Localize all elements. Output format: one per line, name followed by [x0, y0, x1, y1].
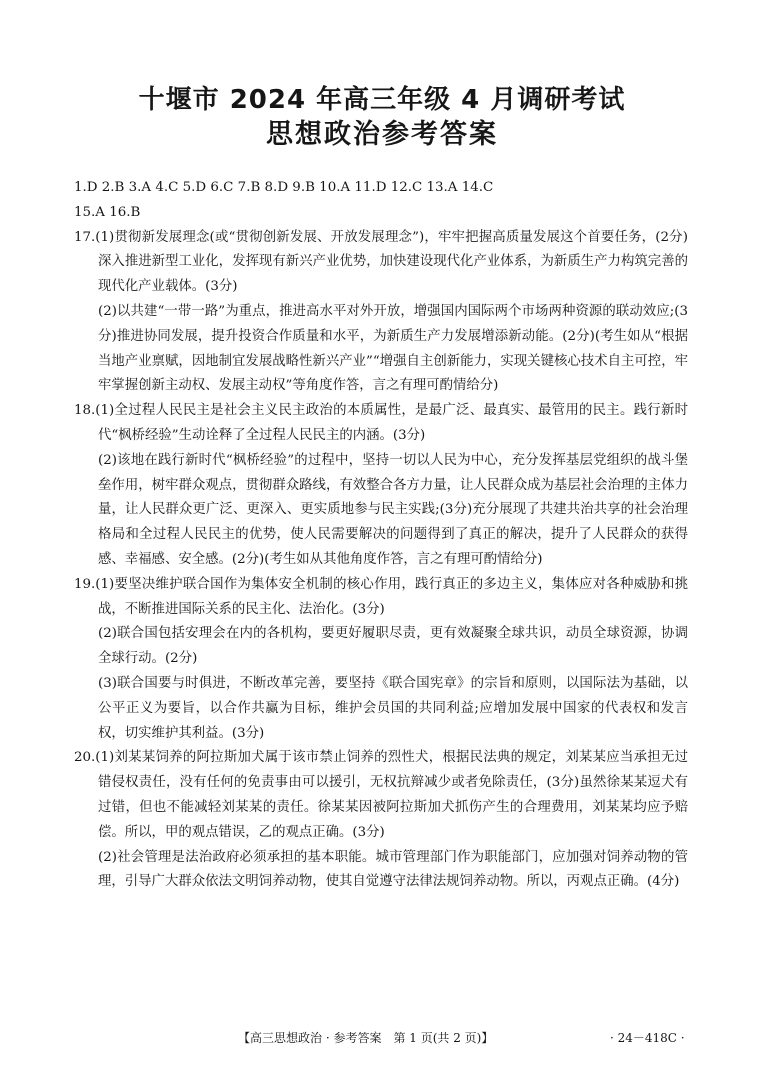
footer-doc-code: · 24－418C ·	[610, 1031, 685, 1045]
q19-part2: (2)联合国包括安理会在内的各机构，要更好履职尽责，更有效凝聚全球共识，动员全球资源，协调全球行动。(2分)	[98, 626, 688, 667]
answer-key-title: 思想政治参考答案	[266, 119, 498, 150]
q19-part1: 19.(1)要坚决维护联合国作为集体安全机制的核心作用，践行真正的多边主义，集体应对各种威胁和挑战，不断推进国际关系的民主化、法治化。(3分)	[74, 576, 688, 617]
exam-title: 十堰市 2024 年高三年级 4 月调研考试	[138, 85, 626, 115]
footer-page-info: 【高三思想政治 · 参考答案 第 1 页(共 2 页)】	[238, 1031, 494, 1045]
answer-content	[74, 176, 688, 895]
mc-answers-line-1: 1.D 2.B 3.A 4.C 5.D 6.C 7.B 8.D 9.B 10.A 11.D 12.C 13.A 14.C	[74, 180, 494, 195]
page-footer	[0, 1028, 764, 1048]
q18-part2: (2)该地在践行新时代“枫桥经验”的过程中，坚持一切以人民为中心，充分发挥基层党组织的战斗堡垒作用，树牢群众观点，贯彻群众路线，有效整合各方力量，让人民群众成为基层社会治理的主体力量，让人民群众更广泛、更深入、更实质地参与民主实践;(3分)充分展现了共建共治共享的社会治理格局和全过程人民民主的优势，使人民需要解决的问题得到了真正的解决，提升了人民群众的获得感、幸福感、安全感。(2分)(考生如从其他角度作答，言之有理可酌情给分)	[98, 452, 688, 567]
q19-part3: (3)联合国要与时俱进，不断改革完善，要坚持《联合国宪章》的宗旨和原则，以国际法为基础，以公平正义为要旨，以合作共赢为目标，维护会员国的共同利益;应增加发展中国家的代表权和发言权，切实维护其利益。(3分)	[98, 675, 688, 741]
q20-part2: (2)社会管理是法治政府必须承担的基本职能。城市管理部门作为职能部门，应加强对饲养动物的管理，引导广大群众依法文明饲养动物，使其自觉遵守法律法规饲养动物。所以，丙观点正确。(4分)	[98, 849, 688, 890]
q18-part1: 18.(1)全过程人民民主是社会主义民主政治的本质属性，是最广泛、最真实、最管用的民主。践行新时代“枫桥经验”生动诠释了全过程人民民主的内涵。(3分)	[74, 403, 688, 443]
mc-answers-line-2: 15.A 16.B	[74, 204, 141, 220]
q17-part2: (2)以共建“一带一路”为重点，推进高水平对外开放，增强国内国际两个市场两种资源的联动效应;(3分)推进协同发展，提升投资合作质量和水平，为新质生产力发展增添新动能。(2分)(考生如从“根据当地产业禀赋，因地制宜发展战略性新兴产业”“增强自主创新能力，实现关键核心技术自主可控，牢牢掌握创新主动权、发展主动权”等角度作答，言之有理可酌情给分)	[98, 303, 688, 394]
q20-part1: 20.(1)刘某某饲养的阿拉斯加犬属于该市禁止饲养的烈性犬，根据民法典的规定，刘某某应当承担无过错侵权责任，没有任何的免责事由可以援引，无权抗辩减少或者免除责任，(3分)虽然徐某某逗犬有过错，但也不能减轻刘某某的责任。徐某某因被阿拉斯加犬抓伤产生的合理费用，刘某某均应予赔偿。所以，甲的观点错误，乙的观点正确。(3分)	[74, 750, 688, 840]
q17-part1: 17.(1)贯彻新发展理念(或“贯彻创新发展、开放发展理念”)，牢牢把握高质量发展这个首要任务，(2分)深入推进新型工业化，发挥现有新兴产业优势，加快建设现代化产业体系，为新质生产力构筑完善的现代化产业载体。(3分)	[74, 229, 688, 295]
